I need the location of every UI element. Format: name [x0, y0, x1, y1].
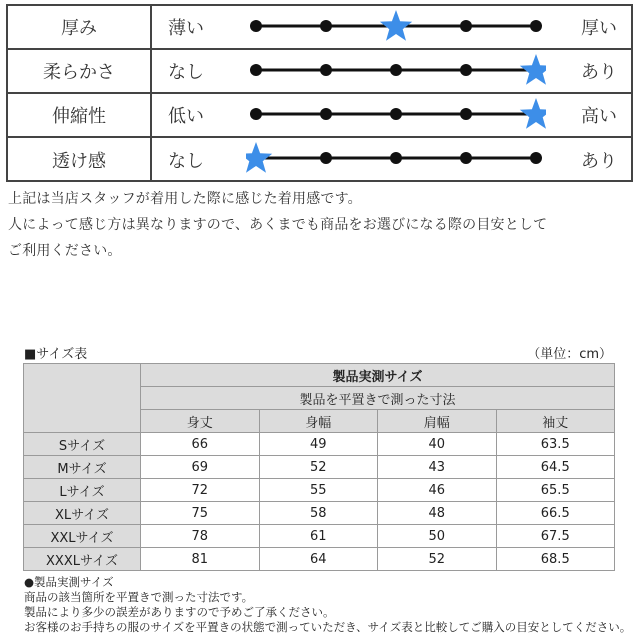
scale-dot: [250, 108, 262, 120]
table-cell: 52: [259, 456, 378, 479]
table-cell: 40: [378, 433, 497, 456]
row-size-label: Lサイズ: [24, 479, 141, 502]
size-table-title: ■サイズ表: [24, 347, 88, 362]
scale-dot: [460, 64, 472, 76]
table-row: [24, 548, 615, 571]
size-table-unit: （単位：cm）: [527, 347, 612, 362]
footnote-line: 製品により多少の誤差がありますので予めご了承ください。: [24, 605, 335, 619]
scale-dot: [390, 152, 402, 164]
attribute-rating-table: [6, 4, 633, 182]
scale-dot: [460, 152, 472, 164]
row-size-label: XLサイズ: [24, 502, 141, 525]
attribute-label: 透け感: [8, 138, 152, 182]
rating-scale: [246, 50, 546, 92]
attribute-scale-min: 低い: [168, 106, 204, 127]
table-corner-cell: [24, 364, 141, 433]
table-cell: 63.5: [496, 433, 615, 456]
scale-dot: [250, 64, 262, 76]
attribute-scale-min: なし: [168, 151, 204, 172]
row-size-label: Sサイズ: [24, 433, 141, 456]
attribute-row-stretch: [8, 94, 631, 138]
attribute-row-sheerness: [8, 138, 631, 182]
rating-scale: [246, 6, 546, 48]
table-header-sub: 製品を平置きで測った寸法: [141, 387, 615, 410]
table-cell: 55: [259, 479, 378, 502]
scale-dot: [320, 108, 332, 120]
scale-dot: [320, 64, 332, 76]
size-table: [23, 363, 615, 571]
table-cell: 66.5: [496, 502, 615, 525]
table-row: [24, 525, 615, 548]
scale-dot: [460, 20, 472, 32]
table-cell: 64: [259, 548, 378, 571]
column-header: 身丈: [141, 410, 260, 433]
scale-dot: [320, 152, 332, 164]
table-cell: 43: [378, 456, 497, 479]
row-size-label: XXLサイズ: [24, 525, 141, 548]
table-cell: 72: [141, 479, 260, 502]
scale-dot: [530, 152, 542, 164]
table-cell: 58: [259, 502, 378, 525]
rating-scale: [246, 138, 546, 182]
scale-dot: [390, 108, 402, 120]
attribute-scale-max: あり: [581, 62, 617, 83]
attribute-row-thickness: [8, 6, 631, 50]
row-size-label: Mサイズ: [24, 456, 141, 479]
footnote-line: ●製品実測サイズ: [24, 575, 114, 589]
attribute-scale-min: なし: [168, 62, 204, 83]
table-row: [24, 433, 615, 456]
table-header-main: 製品実測サイズ: [141, 364, 615, 387]
table-row: [24, 456, 615, 479]
scale-dot: [390, 64, 402, 76]
note-line: ご利用ください。: [8, 243, 122, 259]
scale-dot: [250, 20, 262, 32]
attribute-label: 伸縮性: [8, 94, 152, 136]
scale-dot: [530, 20, 542, 32]
row-size-label: XXXLサイズ: [24, 548, 141, 571]
table-row: [24, 479, 615, 502]
table-cell: 64.5: [496, 456, 615, 479]
footnote-line: お客様のお手持ちの服のサイズを平置きの状態で測っていただき、サイズ表と比較してご購入の目安としてください。: [24, 620, 632, 634]
scale-dot: [460, 108, 472, 120]
table-cell: 75: [141, 502, 260, 525]
table-cell: 52: [378, 548, 497, 571]
table-cell: 65.5: [496, 479, 615, 502]
column-header: 肩幅: [378, 410, 497, 433]
column-header: 袖丈: [496, 410, 615, 433]
table-row: [24, 502, 615, 525]
table-cell: 68.5: [496, 548, 615, 571]
attribute-label: 柔らかさ: [8, 50, 152, 92]
attribute-scale-min: 薄い: [168, 18, 204, 39]
attribute-label: 厚み: [8, 6, 152, 48]
column-header: 身幅: [259, 410, 378, 433]
table-cell: 48: [378, 502, 497, 525]
table-cell: 49: [259, 433, 378, 456]
attribute-scale-max: 高い: [581, 106, 617, 127]
note-line: 人によって感じ方は異なりますので、あくまでも商品をお選びになる際の目安として: [8, 217, 548, 233]
table-cell: 66: [141, 433, 260, 456]
table-cell: 61: [259, 525, 378, 548]
table-cell: 46: [378, 479, 497, 502]
table-cell: 81: [141, 548, 260, 571]
table-cell: 78: [141, 525, 260, 548]
rating-star-icon: [380, 10, 412, 41]
scale-dot: [320, 20, 332, 32]
attribute-scale-max: あり: [581, 151, 617, 172]
note-line: 上記は当店スタッフが着用した際に感じた着用感です。: [8, 191, 362, 207]
rating-scale: [246, 94, 546, 136]
attribute-row-softness: [8, 50, 631, 94]
footnote-line: 商品の該当箇所を平置きで測った寸法です。: [24, 590, 254, 604]
table-cell: 50: [378, 525, 497, 548]
attribute-scale-max: 厚い: [581, 18, 617, 39]
table-cell: 67.5: [496, 525, 615, 548]
table-cell: 69: [141, 456, 260, 479]
